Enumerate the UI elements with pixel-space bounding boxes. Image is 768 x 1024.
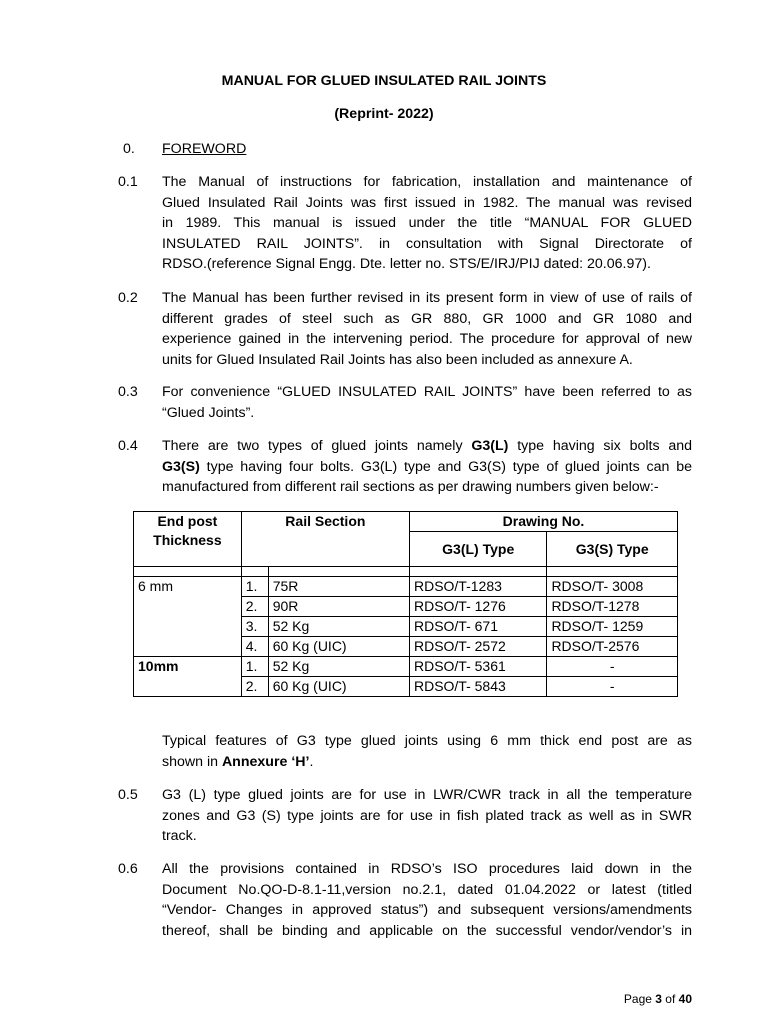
cell-index: 4. — [241, 637, 268, 657]
cell-rail: 52 Kg — [268, 657, 409, 677]
section-text — [162, 382, 692, 423]
text-line — [162, 457, 692, 478]
foreword-number: 0. — [123, 141, 135, 157]
text-run: type having six bolts and — [508, 438, 693, 454]
section-text — [162, 436, 692, 498]
text-line: INSULATED RAIL JOINTS”. in consultation with Signal Directorate of — [162, 235, 692, 252]
cell-g3s: RDSO/T-2576 — [547, 637, 678, 657]
text-line: The Manual has been further revised in its present form in view of use of rails of — [162, 290, 692, 306]
cell-index: 1. — [241, 577, 268, 597]
cell-g3s: RDSO/T- 3008 — [547, 577, 678, 597]
text-line: All the provisions contained in RDSO’s ISO procedures laid down in the — [162, 861, 692, 877]
cell-g3s: - — [547, 657, 678, 677]
text-line — [162, 752, 692, 773]
text-run: type having four bolts. G3(L) type and G3(S) type of glued joints can be — [199, 458, 692, 475]
table-header-row — [134, 512, 678, 532]
drawing-table — [133, 511, 678, 697]
page-label: Page — [623, 992, 656, 1006]
cell-index: 2. — [241, 597, 268, 617]
cell-g3s: RDSO/T- 1259 — [547, 617, 678, 637]
text-line: Document No.QO-D-8.1-11,version no.2.1, dated 01.04.2022 or latest (titled — [162, 881, 692, 898]
foreword-heading: FOREWORD — [162, 141, 247, 157]
text-line: units for Glued Insulated Rail Joints has also been included as annexure A. — [162, 351, 633, 368]
section-text — [162, 859, 692, 941]
text-run: . — [309, 753, 314, 770]
text-line: thereof, shall be binding and applicable on the successful vendor/vendor’s in — [162, 922, 692, 939]
header-rail-section: Rail Section — [241, 512, 409, 567]
section-text — [162, 731, 692, 772]
annexure-reference: Annexure ‘H’ — [221, 753, 310, 770]
text-line: The Manual of instructions for fabrication, installation and maintenance of — [162, 174, 692, 190]
current-page: 3 — [655, 992, 662, 1006]
page-number-footer — [624, 989, 692, 1010]
section-text — [162, 172, 692, 275]
cell-g3l: RDSO/T- 671 — [409, 617, 546, 637]
section-text — [162, 785, 692, 847]
text-run: There are two types of glued joints namely — [162, 438, 472, 454]
text-line: “Vendor- Changes in approved status”) and subsequent versions/amendments — [162, 902, 692, 919]
text-line: “Glued Joints”. — [162, 404, 255, 421]
section-number: 0.1 — [118, 174, 138, 190]
section-number: 0.3 — [118, 384, 138, 400]
text-line: For convenience “GLUED INSULATED RAIL JOINTS” have been referred to as — [162, 384, 692, 400]
text-line: manufactured from different rail sections as per drawing numbers given below:- — [162, 479, 659, 496]
cell-rail: 52 Kg — [268, 617, 409, 637]
text-line: experience gained in the intervening period. The procedure for approval of new — [162, 331, 692, 348]
text-line: different grades of steel such as GR 880, GR 1000 and GR 1080 and — [162, 310, 692, 327]
header-end-post — [134, 512, 242, 567]
table-row — [134, 577, 678, 597]
cell-rail: 60 Kg (UIC) — [268, 637, 409, 657]
cell-rail: 75R — [268, 577, 409, 597]
total-pages: 40 — [678, 992, 692, 1006]
text-run: shown in — [162, 753, 222, 770]
page-of-label: of — [661, 992, 679, 1006]
header-g3s: G3(S) Type — [547, 532, 678, 567]
text-line: Typical features of G3 type glued joints using 6 mm thick end post are as — [162, 733, 692, 749]
header-text: End post — [157, 513, 218, 529]
table-row — [134, 657, 678, 677]
section-number: 0.4 — [118, 438, 138, 454]
header-g3l: G3(L) Type — [409, 532, 546, 567]
document-title: MANUAL FOR GLUED INSULATED RAIL JOINTS — [221, 73, 547, 89]
cell-thickness: 10mm — [134, 657, 242, 697]
cell-g3s: RDSO/T-1278 — [547, 597, 678, 617]
cell-g3l: RDSO/T- 5361 — [409, 657, 546, 677]
cell-rail: 60 Kg (UIC) — [268, 677, 409, 697]
cell-rail: 90R — [268, 597, 409, 617]
cell-index: 1. — [241, 657, 268, 677]
text-line — [162, 436, 692, 457]
section-number: 0.6 — [118, 861, 138, 877]
type-g3l-label: G3(L) — [471, 438, 509, 454]
header-text: Thickness — [153, 532, 222, 548]
text-line: zones and G3 (S) type joints are for use in fish plated track as well as in SWR — [162, 807, 692, 824]
text-line: in 1989. This manual is issued under the title “MANUAL FOR GLUED — [162, 215, 692, 232]
section-number: 0.2 — [118, 290, 138, 306]
cell-g3l: RDSO/T- 2572 — [409, 637, 546, 657]
text-line: track. — [162, 828, 197, 845]
document-subtitle: (Reprint- 2022) — [334, 106, 434, 122]
header-drawing-no: Drawing No. — [409, 512, 677, 532]
cell-thickness: 6 mm — [134, 577, 242, 657]
text-line: RDSO.(reference Signal Engg. Dte. letter no. STS/E/IRJ/PIJ dated: 20.06.97). — [162, 256, 651, 273]
type-g3s-label: G3(S) — [162, 458, 200, 475]
text-line: G3 (L) type glued joints are for use in LWR/CWR track in all the temperature — [162, 787, 692, 803]
table-gap-row — [134, 567, 678, 577]
cell-g3l: RDSO/T-1283 — [409, 577, 546, 597]
cell-index: 3. — [241, 617, 268, 637]
text-line: Glued Insulated Rail Joints was first issued in 1982. The manual was revised — [162, 194, 692, 211]
cell-g3l: RDSO/T- 5843 — [409, 677, 546, 697]
cell-g3l: RDSO/T- 1276 — [409, 597, 546, 617]
section-number: 0.5 — [118, 787, 138, 803]
cell-index: 2. — [241, 677, 268, 697]
cell-g3s: - — [547, 677, 678, 697]
section-text — [162, 288, 692, 370]
